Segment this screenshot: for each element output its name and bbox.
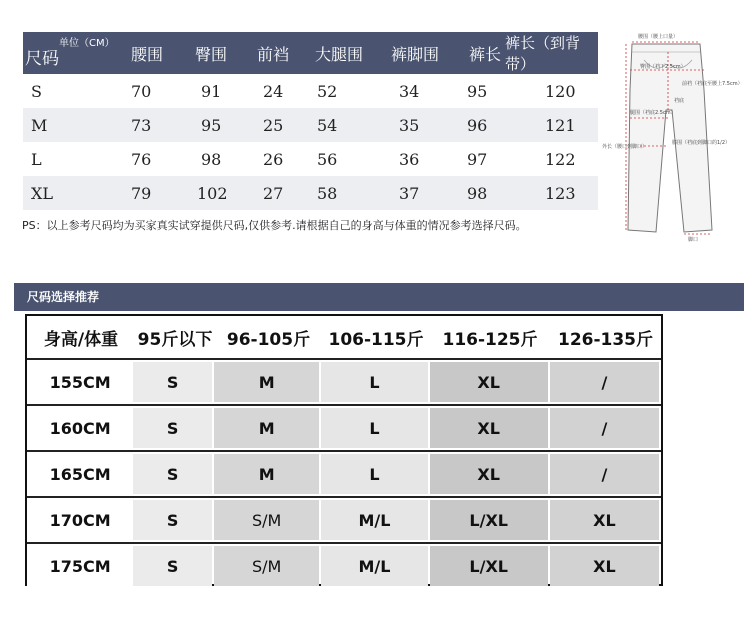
value-cell: 98: [461, 176, 505, 210]
value-cell: 52: [307, 74, 383, 108]
size-cell: S/M: [214, 500, 319, 540]
height-cell: 155CM: [27, 360, 133, 404]
size-cell: S: [133, 500, 212, 540]
size-cell: S: [133, 362, 212, 402]
size-cell: M: [23, 108, 123, 142]
label-hem: 脚口: [688, 237, 699, 243]
size-cell: XL: [430, 454, 548, 494]
label-thigh: 腿围（裆底2.5cm）: [630, 110, 676, 116]
label-front-rise: 前裆（裆底至腰上7.5cm）: [682, 81, 740, 87]
value-cell: 26: [249, 142, 307, 176]
label-crotch: 裆底: [674, 98, 685, 104]
table-row: [23, 108, 598, 142]
value-cell: 58: [307, 176, 383, 210]
value-cell: 121: [505, 108, 598, 142]
size-cell: S: [133, 408, 212, 448]
size-cell: /: [550, 454, 659, 494]
table-row: [27, 544, 661, 588]
label-waist: 腰围（腰上口量）: [638, 34, 679, 40]
value-cell: 37: [383, 176, 461, 210]
col-front-rise: 前裆: [249, 32, 307, 74]
label-hip: 臀围（裆下2.5cm）: [640, 64, 686, 70]
value-cell: 54: [307, 108, 383, 142]
pants-diagram: [600, 30, 740, 245]
size-cell: L/XL: [430, 546, 548, 586]
height-cell: 170CM: [27, 498, 133, 542]
table-row: [27, 452, 661, 498]
size-cell: /: [550, 362, 659, 402]
size-table-header: [23, 32, 598, 74]
col-length: 裤长: [461, 32, 505, 74]
value-cell: 96: [461, 108, 505, 142]
size-cell: L: [23, 142, 123, 176]
value-cell: 120: [505, 74, 598, 108]
col-hem: 裤脚围: [383, 32, 461, 74]
pants-illustration: [600, 30, 740, 245]
size-cell: XL: [430, 408, 548, 448]
header-cell: 96-105斤: [215, 316, 322, 358]
size-cell: S: [133, 546, 212, 586]
value-cell: 123: [505, 176, 598, 210]
value-cell: 36: [383, 142, 461, 176]
size-cell: XL: [23, 176, 123, 210]
header-cell: 身高/体重: [27, 316, 135, 358]
value-cell: 102: [187, 176, 249, 210]
ps-note: PS：以上参考尺码均为买家真实试穿提供尺码,仅供参考.请根据自己的身高与体重的情况参考选择尺码。: [22, 219, 527, 232]
col-thigh: 大腿围: [307, 32, 383, 74]
value-cell: 122: [505, 142, 598, 176]
value-cell: 95: [461, 74, 505, 108]
size-table-corner: [23, 32, 123, 74]
recommend-table: [25, 314, 663, 586]
table-row: [27, 498, 661, 544]
col-hip: 臀围: [187, 32, 249, 74]
size-cell: L: [321, 408, 427, 448]
size-cell: S: [23, 74, 123, 108]
value-cell: 98: [187, 142, 249, 176]
size-cell: M: [214, 408, 319, 448]
size-label: 尺码: [25, 49, 59, 69]
table-row: [27, 406, 661, 452]
value-cell: 24: [249, 74, 307, 108]
table-row: [27, 360, 661, 406]
value-cell: 91: [187, 74, 249, 108]
banner-title: 尺码选择推荐: [27, 290, 100, 304]
size-cell: XL: [430, 362, 548, 402]
value-cell: 25: [249, 108, 307, 142]
header-cell: 106-115斤: [322, 316, 430, 358]
col-length-strap: 裤长（到背带）: [505, 32, 598, 74]
size-cell: L: [321, 362, 427, 402]
size-cell: M/L: [321, 546, 427, 586]
col-waist: 腰围: [123, 32, 187, 74]
size-cell: L/XL: [430, 500, 548, 540]
table-row: [23, 176, 598, 210]
value-cell: 97: [461, 142, 505, 176]
value-cell: 73: [123, 108, 187, 142]
value-cell: 27: [249, 176, 307, 210]
value-cell: 34: [383, 74, 461, 108]
unit-label: 单位（CM）: [59, 38, 115, 49]
size-cell: XL: [550, 546, 659, 586]
size-cell: XL: [550, 500, 659, 540]
header-cell: 95斤以下: [135, 316, 215, 358]
size-cell: M: [214, 362, 319, 402]
size-cell: S: [133, 454, 212, 494]
label-knee: 膝围（裆底到脚口的1/2）: [672, 140, 731, 146]
value-cell: 95: [187, 108, 249, 142]
size-cell: /: [550, 408, 659, 448]
height-cell: 175CM: [27, 544, 133, 588]
size-table: [23, 32, 598, 210]
height-cell: 165CM: [27, 452, 133, 496]
value-cell: 70: [123, 74, 187, 108]
value-cell: 56: [307, 142, 383, 176]
header-cell: 116-125斤: [430, 316, 550, 358]
label-outseam: 外长（腰口到脚口）: [602, 144, 648, 150]
value-cell: 79: [123, 176, 187, 210]
value-cell: 76: [123, 142, 187, 176]
size-cell: S/M: [214, 546, 319, 586]
size-cell: M/L: [321, 500, 427, 540]
size-cell: M: [214, 454, 319, 494]
section-banner: [14, 283, 744, 311]
size-cell: L: [321, 454, 427, 494]
value-cell: 35: [383, 108, 461, 142]
header-cell: 126-135斤: [550, 316, 661, 358]
recommend-header: [27, 316, 661, 360]
table-row: [23, 142, 598, 176]
table-row: [23, 74, 598, 108]
height-cell: 160CM: [27, 406, 133, 450]
